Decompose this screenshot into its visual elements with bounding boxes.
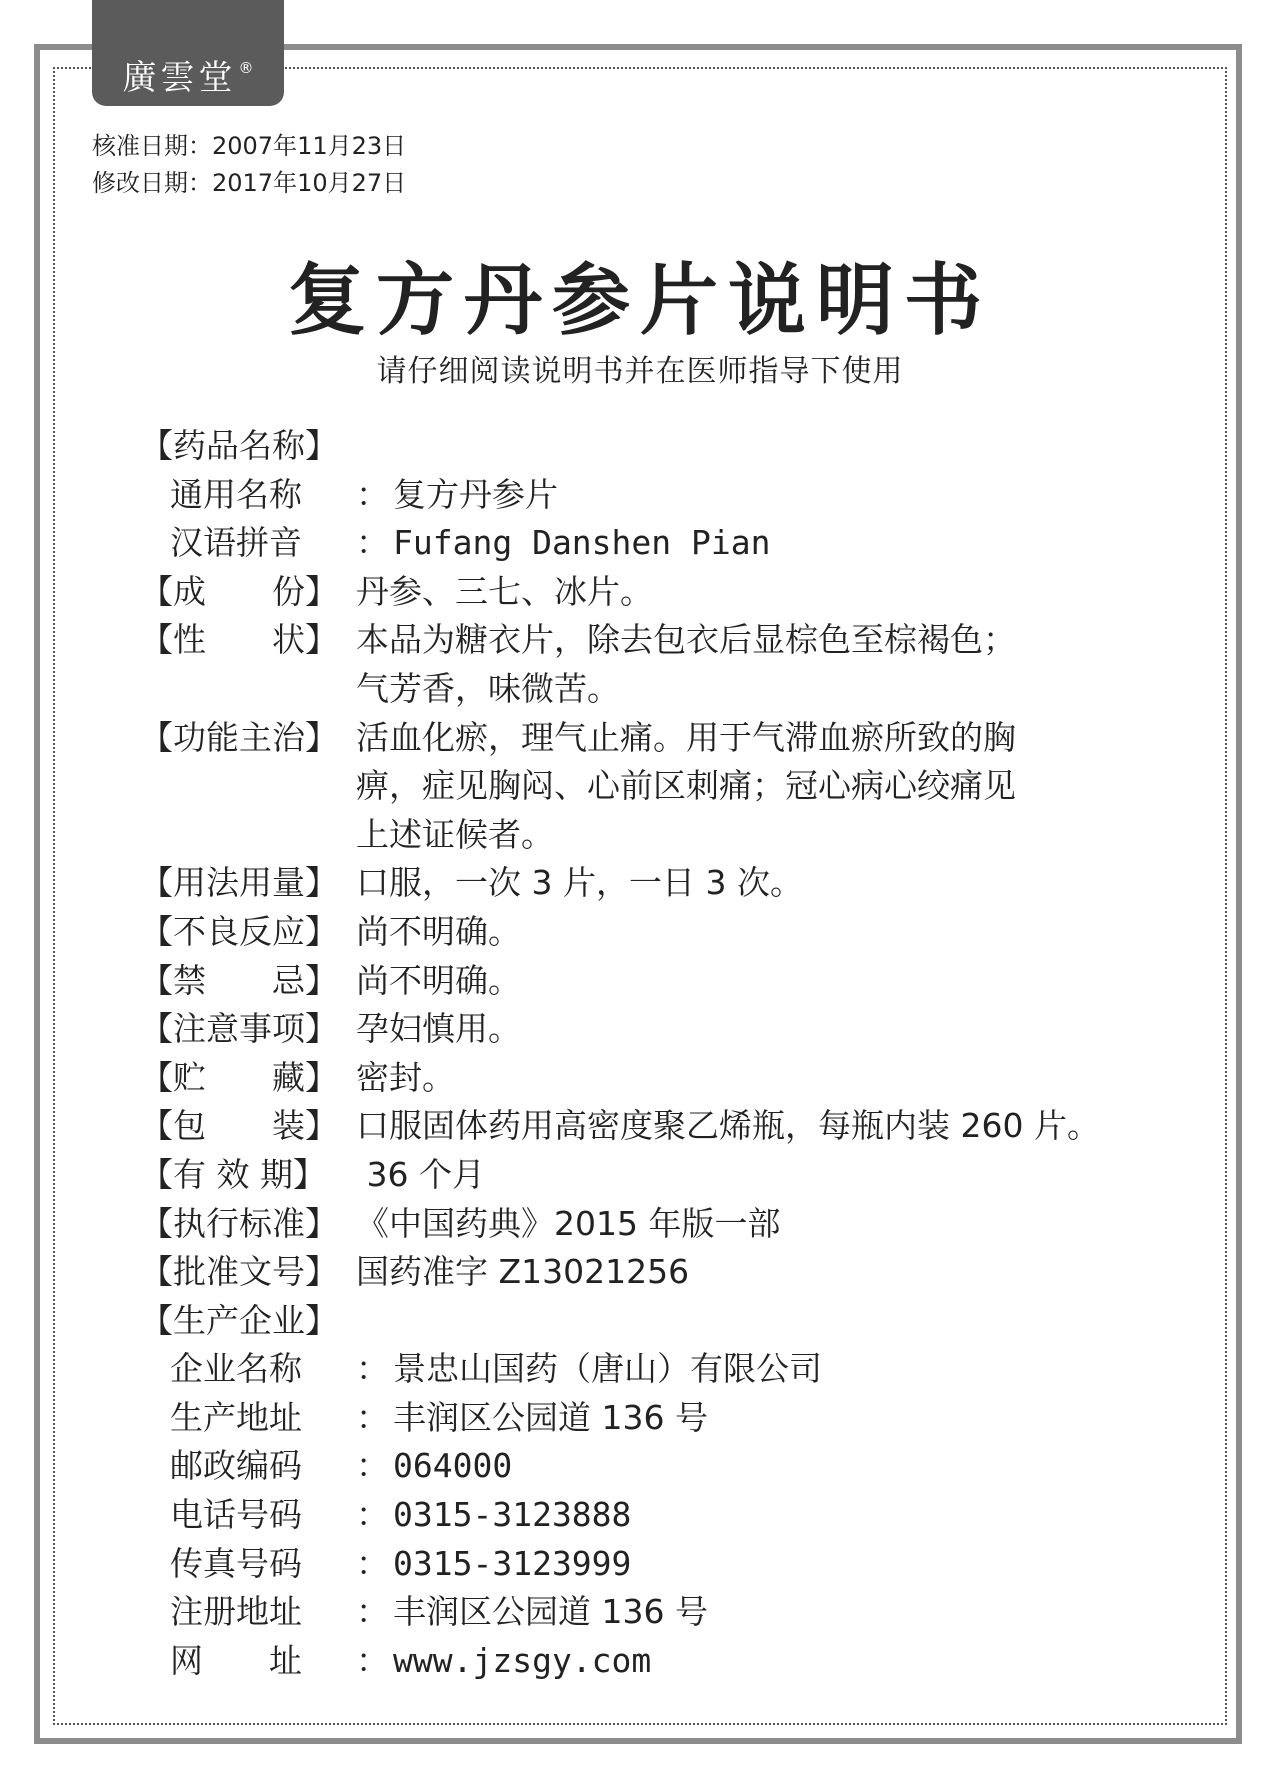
storage-value: 密封。 [356, 1057, 455, 1097]
colon: ： [356, 1495, 389, 1535]
colon: ： [356, 1446, 389, 1486]
section-label: 【不良反应】 [140, 911, 338, 951]
colon: ： [356, 1640, 389, 1680]
ingredients-row [140, 568, 1190, 617]
field-label: 电话号码 [170, 1495, 302, 1535]
approval-number-row [140, 1248, 1190, 1297]
pinyin-row [140, 519, 1190, 568]
colon: ： [356, 1349, 389, 1389]
field-label: 通用名称 [170, 474, 302, 514]
section-label: 【批准文号】 [140, 1252, 338, 1292]
section-label: 【用法用量】 [140, 863, 338, 903]
pinyin-value: Fufang Danshen Pian [393, 523, 771, 563]
text-line: 本品为糖衣片，除去包衣后显棕色至棕褐色； [356, 620, 1016, 660]
brand-logo [92, 0, 284, 106]
standard-row [140, 1200, 1190, 1249]
contraindications-value: 尚不明确。 [356, 960, 521, 1000]
registered-address-value: 丰润区公园道 136 号 [393, 1592, 708, 1632]
field-label: 网 址 [170, 1640, 302, 1680]
colon: ： [356, 474, 389, 514]
text-line: 痹，症见胸闷、心前区刺痛；冠心病心绞痛见 [356, 766, 1016, 806]
precautions-row [140, 1005, 1190, 1054]
ingredients-value: 丹参、三七、冰片。 [356, 571, 653, 611]
field-label: 企业名称 [170, 1349, 302, 1389]
postal-code-value: 064000 [393, 1446, 513, 1486]
website-link: www.jzsgy.com [393, 1640, 652, 1680]
section-label: 【性 状】 [140, 620, 338, 660]
storage-row [140, 1054, 1190, 1103]
section-label: 【药品名称】 [140, 426, 338, 465]
company-name-row [140, 1345, 1190, 1394]
document-subtitle: 请仔细阅读说明书并在医师指导下使用 [376, 354, 904, 389]
postal-code-row [140, 1442, 1190, 1491]
phone-value: 0315-3123888 [393, 1495, 632, 1535]
text-line: 上述证候者。 [356, 814, 554, 854]
section-label: 【成 份】 [140, 571, 338, 611]
section-label: 【有 效 期】 [140, 1154, 326, 1194]
drug-name-section [140, 422, 1190, 471]
field-label: 注册地址 [170, 1592, 302, 1632]
adverse-value: 尚不明确。 [356, 911, 521, 951]
indications-value [356, 714, 1190, 860]
production-address-value: 丰润区公园道 136 号 [393, 1397, 708, 1437]
section-label: 【贮 藏】 [140, 1057, 338, 1097]
text-line: 活血化瘀，理气止痛。用于气滞血瘀所致的胸 [356, 717, 1016, 757]
description-row [140, 616, 1190, 713]
section-label: 【功能主治】 [140, 717, 338, 757]
revision-date: 修改日期：2017年10月27日 [92, 169, 407, 197]
fax-value: 0315-3123999 [393, 1543, 632, 1583]
field-label: 邮政编码 [170, 1446, 302, 1486]
approval-number-value: 国药准字 Z13021256 [356, 1252, 690, 1292]
colon: ： [356, 523, 389, 563]
generic-name-value: 复方丹参片 [393, 474, 558, 514]
colon: ： [356, 1397, 389, 1437]
section-label: 【生产企业】 [140, 1300, 338, 1340]
approval-date: 核准日期：2007年11月23日 [92, 132, 407, 160]
description-value [356, 616, 1190, 713]
field-label: 生产地址 [170, 1397, 302, 1437]
colon: ： [356, 1592, 389, 1632]
leaflet-body [140, 422, 1190, 1685]
package-row [140, 1102, 1190, 1151]
fax-row [140, 1540, 1190, 1589]
contraindications-row [140, 957, 1190, 1006]
registered-mark: ® [238, 59, 254, 77]
website-row [140, 1637, 1190, 1686]
indications-row [140, 714, 1190, 860]
phone-row [140, 1491, 1190, 1540]
section-label: 【禁 忌】 [140, 960, 338, 1000]
precautions-value: 孕妇慎用。 [356, 1009, 521, 1049]
field-label: 汉语拼音 [170, 523, 302, 563]
text-line: 气芳香，味微苦。 [356, 668, 620, 708]
validity-row [140, 1151, 1190, 1200]
validity-value: 36 个月 [356, 1154, 485, 1194]
package-value: 口服固体药用高密度聚乙烯瓶，每瓶内装 260 片。 [356, 1106, 1100, 1146]
section-label: 【执行标准】 [140, 1203, 338, 1243]
dosage-value: 口服，一次 3 片，一日 3 次。 [356, 863, 803, 903]
company-name-value: 景忠山国药（唐山）有限公司 [393, 1349, 822, 1389]
section-label: 【注意事项】 [140, 1009, 338, 1049]
dosage-row [140, 859, 1190, 908]
manufacturer-section [140, 1297, 1190, 1346]
registered-address-row [140, 1588, 1190, 1637]
production-address-row [140, 1394, 1190, 1443]
generic-name-row [140, 471, 1190, 520]
adverse-row [140, 908, 1190, 957]
section-label: 【包 装】 [140, 1106, 338, 1146]
document-title: 复方丹参片说明书 [287, 256, 992, 346]
field-label: 传真号码 [170, 1543, 302, 1583]
standard-value: 《中国药典》2015 年版一部 [356, 1203, 781, 1243]
colon: ： [356, 1543, 389, 1583]
logo-text: 廣雲堂 [122, 58, 237, 98]
dates-block [92, 128, 406, 202]
